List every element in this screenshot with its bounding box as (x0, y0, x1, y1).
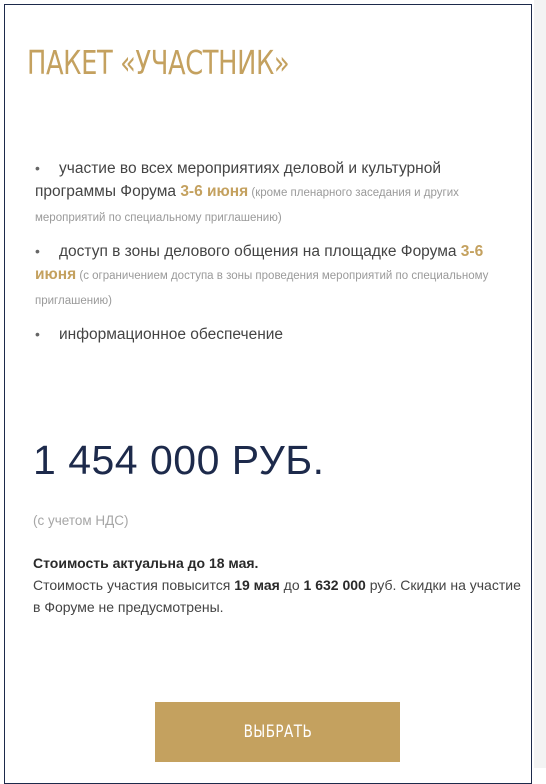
deadline-text-b: до (279, 577, 304, 593)
select-button-label: ВЫБРАТЬ (243, 722, 312, 742)
feature-list (35, 157, 525, 356)
deadline-text-c: руб. Скидки на участие в Форуме не предусмотрены. (33, 577, 521, 615)
bullet-icon: • (35, 160, 40, 176)
feature-item (35, 323, 525, 346)
package-card (4, 4, 532, 784)
feature-date: 3-6 июня (35, 243, 484, 283)
bullet-icon: • (35, 326, 40, 342)
deadline-text (33, 574, 523, 618)
vat-note: (с учетом НДС) (33, 513, 129, 528)
package-price: 1 454 000 РУБ. (33, 437, 325, 483)
feature-item (35, 157, 525, 230)
deadline-title: Стоимость актуальна до 18 мая. (33, 555, 259, 571)
increase-date: 19 мая (234, 577, 280, 593)
price-deadline-info (33, 552, 523, 618)
feature-note: (кроме пленарного заседания и других мероприятий по специальному приглашению) (35, 187, 459, 224)
feature-text: доступ в зоны делового общения на площадке Форума (59, 243, 461, 260)
feature-date: 3-6 июня (180, 183, 249, 200)
feature-text: участие во всех мероприятиях деловой и культурной программы Форума (35, 160, 441, 200)
select-button[interactable] (155, 702, 400, 762)
feature-text: информационное обеспечение (59, 326, 284, 343)
feature-note: (с ограничением доступа в зоны проведения мероприятий по специальному приглашению) (35, 270, 489, 307)
package-title: ПАКЕТ «УЧАСТНИК» (27, 43, 290, 82)
new-price: 1 632 000 (303, 577, 366, 593)
page-edge (534, 0, 546, 768)
deadline-text-a: Стоимость участия повысится (33, 577, 235, 593)
feature-item (35, 240, 525, 313)
bullet-icon: • (35, 243, 40, 259)
